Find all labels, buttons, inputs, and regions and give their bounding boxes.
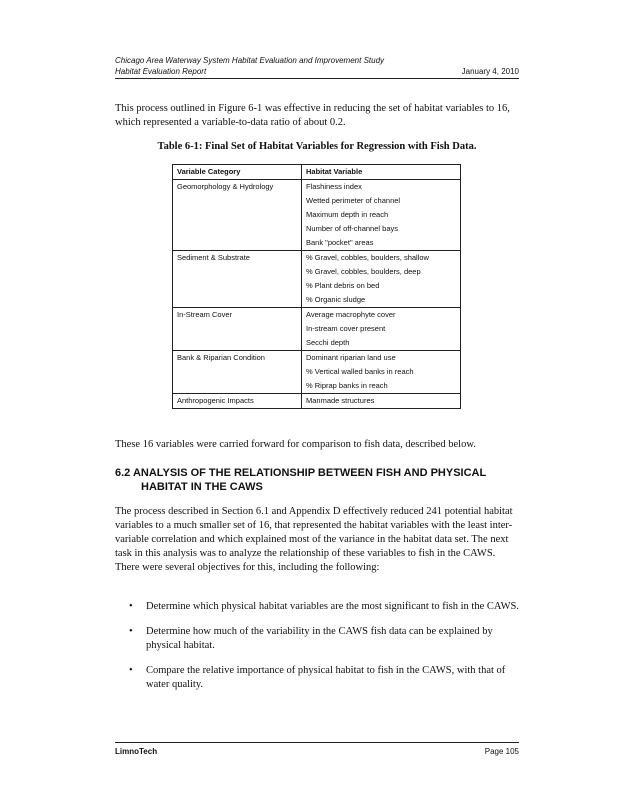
col-header-variable: Habitat Variable (302, 165, 461, 180)
footer-company: LimnoTech (115, 747, 158, 756)
table-row (173, 351, 461, 366)
table-header-row (173, 165, 461, 180)
table-row (173, 293, 461, 308)
category-cell: Sediment & Substrate (173, 251, 302, 266)
table-row (173, 265, 461, 279)
variable-cell: Number of off-channel bays (302, 222, 461, 236)
section-heading (115, 466, 525, 494)
table-caption: Table 6-1: Final Set of Habitat Variables for Regression with Fish Data. (157, 141, 477, 152)
bullet-icon: • (129, 626, 133, 637)
list-item-text: Determine how much of the variability in the CAWS fish data can be explained by physical habitat. (146, 626, 493, 651)
objectives-list (115, 600, 519, 703)
variable-cell: Wetted perimeter of channel (302, 194, 461, 208)
list-item-text: Compare the relative importance of physical habitat to fish in the CAWS, with that of water quality. (146, 665, 506, 690)
habitat-variables-table (172, 164, 461, 409)
section-heading-line1: 6.2 ANALYSIS OF THE RELATIONSHIP BETWEEN FISH AND PHYSICAL (115, 467, 487, 479)
variable-cell: Manmade structures (302, 394, 461, 409)
category-cell: Bank & Riparian Condition (173, 351, 302, 366)
table-row (173, 222, 461, 236)
header-rule (115, 67, 519, 79)
category-cell: Anthropogenic Impacts (173, 394, 302, 409)
table-row (173, 236, 461, 251)
table-row (173, 194, 461, 208)
bullet-icon: • (129, 601, 133, 612)
table-row (173, 251, 461, 266)
table-row (173, 322, 461, 336)
list-item (115, 625, 519, 653)
header-date: January 4, 2010 (461, 67, 519, 76)
variable-cell: Dominant riparian land use (302, 351, 461, 366)
table-row (173, 365, 461, 379)
after-table-paragraph: These 16 variables were carried forward for comparison to fish data, described below. (115, 439, 476, 450)
bullet-icon: • (129, 665, 133, 676)
variable-cell: Secchi depth (302, 336, 461, 351)
category-cell: In-Stream Cover (173, 308, 302, 323)
variable-cell: Bank "pocket" areas (302, 236, 461, 251)
table-row (173, 180, 461, 195)
table-row (173, 208, 461, 222)
header-title: Chicago Area Waterway System Habitat Evaluation and Improvement Study (115, 56, 385, 65)
table-row (173, 308, 461, 323)
variable-cell: % Organic sludge (302, 293, 461, 308)
table-row (173, 336, 461, 351)
table-row (173, 279, 461, 293)
variable-cell: Maximum depth in reach (302, 208, 461, 222)
list-item (115, 600, 519, 614)
page-footer (115, 742, 519, 756)
variable-cell: Flashiness index (302, 180, 461, 195)
section-paragraph: The process described in Section 6.1 and Appendix D effectively reduced 241 potential habitat variables to a much smaller set of 16, that represented the habitat variables with the least inter-variable correlation and which explained most of the variance in the habitat data set. The next task in this analysis was to analyze the relationship of these variables to fish in the CAWS. There were several objectives for this, including the following: (115, 506, 513, 573)
intro-paragraph: This process outlined in Figure 6-1 was effective in reducing the set of habitat variables to 16, which represented a variable-to-data ratio of about 0.2. (115, 103, 510, 128)
col-header-category: Variable Category (173, 165, 302, 180)
variable-cell: % Gravel, cobbles, boulders, shallow (302, 251, 461, 266)
variable-cell: % Vertical walled banks in reach (302, 365, 461, 379)
variable-cell: % Riprap banks in reach (302, 379, 461, 394)
variable-cell: In-stream cover present (302, 322, 461, 336)
table-row (173, 379, 461, 394)
variable-cell: % Plant debris on bed (302, 279, 461, 293)
variable-cell: Average macrophyte cover (302, 308, 461, 323)
table-row (173, 394, 461, 409)
list-item (115, 664, 519, 692)
footer-page-number: Page 105 (484, 747, 519, 756)
list-item-text: Determine which physical habitat variables are the most significant to fish in the CAWS. (146, 601, 519, 612)
variable-cell: % Gravel, cobbles, boulders, deep (302, 265, 461, 279)
header-subtitle: Habitat Evaluation Report (115, 67, 207, 76)
category-cell: Geomorphology & Hydrology (173, 180, 302, 195)
section-heading-line2: HABITAT IN THE CAWS (141, 481, 263, 493)
